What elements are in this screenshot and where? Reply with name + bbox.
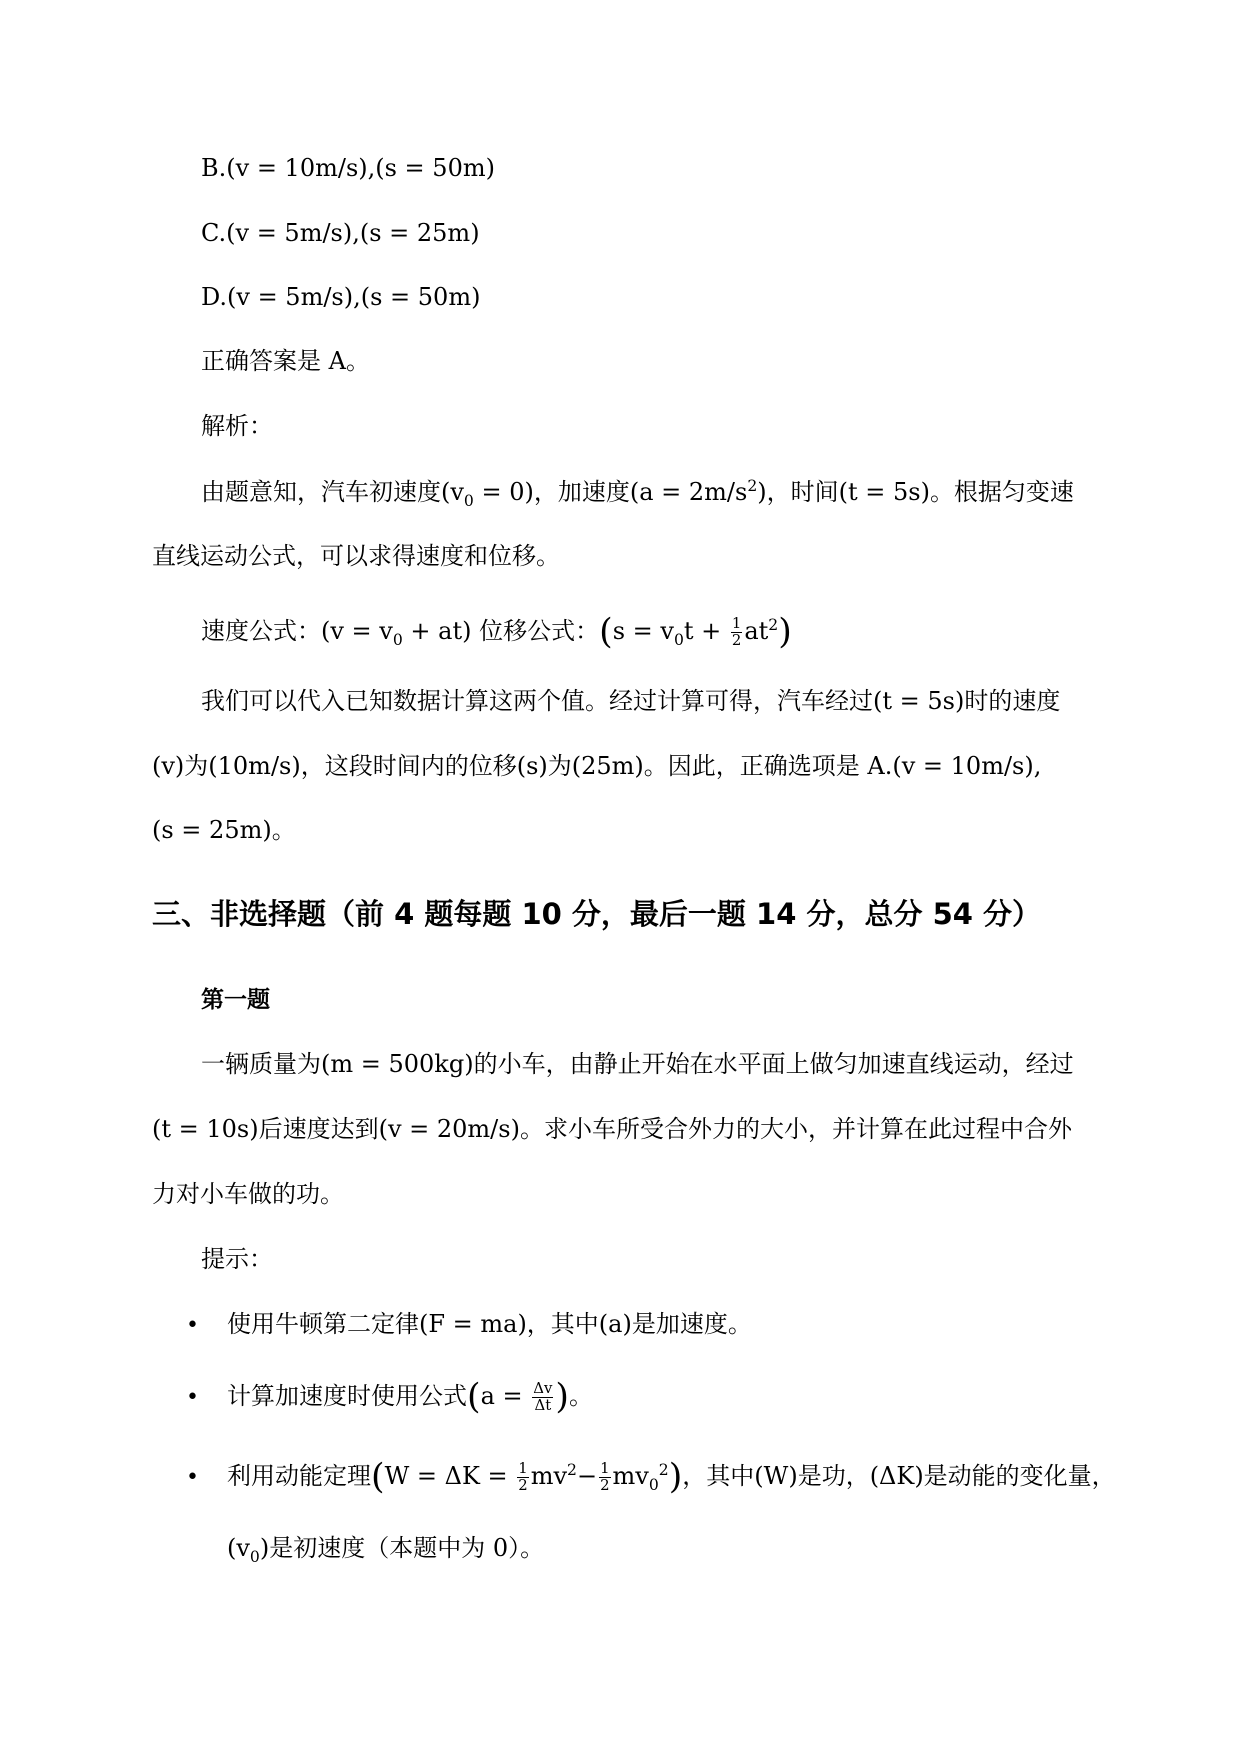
hint-item-1: 使用牛顿第二定律(F = ma)，其中(a)是加速度。 bbox=[227, 1310, 752, 1338]
correct-answer: 正确答案是 A。 bbox=[201, 347, 370, 375]
formula-line: 速度公式：$(v = v_0 + at)$ 位移公式：($s = v_0t$ + $\frac{1}{2}$ $at^2$) bbox=[201, 612, 792, 652]
option-b: B.(v = 10m/s),(s = 50m) bbox=[201, 154, 495, 182]
question-line-2: (t = 10s)后速度达到(v = 20m/s)。求小车所受合外力的大小，并计算在此过程中合外 bbox=[152, 1115, 1072, 1143]
option-d: D.(v = 5m/s),(s = 50m) bbox=[201, 283, 481, 311]
hint-item-2: 计算加速度时使用公式(a = $\frac{\Delta v}{\Delta t}$ )。 bbox=[227, 1377, 593, 1417]
analysis-label: 解析： bbox=[201, 412, 273, 440]
option-c: C.(v = 5m/s),(s = 25m) bbox=[201, 219, 480, 247]
question-line-3: 力对小车做的功。 bbox=[152, 1180, 344, 1208]
bullet-icon: • bbox=[186, 1385, 199, 1410]
question-title: 第一题 bbox=[201, 987, 270, 1013]
analysis-paragraph-3-line-1: 我们可以代入已知数据计算这两个值。经过计算可得，汽车经过(t = 5s)时的速度 bbox=[201, 687, 1061, 715]
hint-label: 提示： bbox=[201, 1245, 273, 1273]
analysis-paragraph-1-line-2: 直线运动公式，可以求得速度和位移。 bbox=[152, 542, 560, 570]
analysis-paragraph-1: 由题意知，汽车初速度$(v_0 = 0)$，加速度$(a = 2m/s^2)$，时间(t = 5s)。根据匀变速 bbox=[201, 477, 1074, 510]
question-line-1: 一辆质量为(m = 500kg)的小车，由静止开始在水平面上做匀加速直线运动，经过 bbox=[201, 1050, 1074, 1078]
bullet-icon: • bbox=[186, 1465, 199, 1490]
hint-item-3: 利用动能定理(W = ΔK = $\frac{1}{2}$ $mv^2-$ $\frac{1}{2}$ $mv_0^2$)，其中(W)是功，(ΔK)是动能的变化量， bbox=[227, 1457, 1116, 1497]
analysis-paragraph-3-line-3: (s = 25m)。 bbox=[152, 816, 296, 844]
analysis-paragraph-3-line-2: (v)为(10m/s)，这段时间内的位移(s)为(25m)。因此，正确选项是 A.(v = 10m/s), bbox=[152, 752, 1042, 780]
hint-item-3-line-2: $(v_0)$是初速度（本题中为 0）。 bbox=[227, 1534, 545, 1566]
section-heading: 三、非选择题（前 4 题每题 10 分，最后一题 14 分，总分 54 分） bbox=[152, 897, 1042, 931]
bullet-icon: • bbox=[186, 1313, 199, 1338]
